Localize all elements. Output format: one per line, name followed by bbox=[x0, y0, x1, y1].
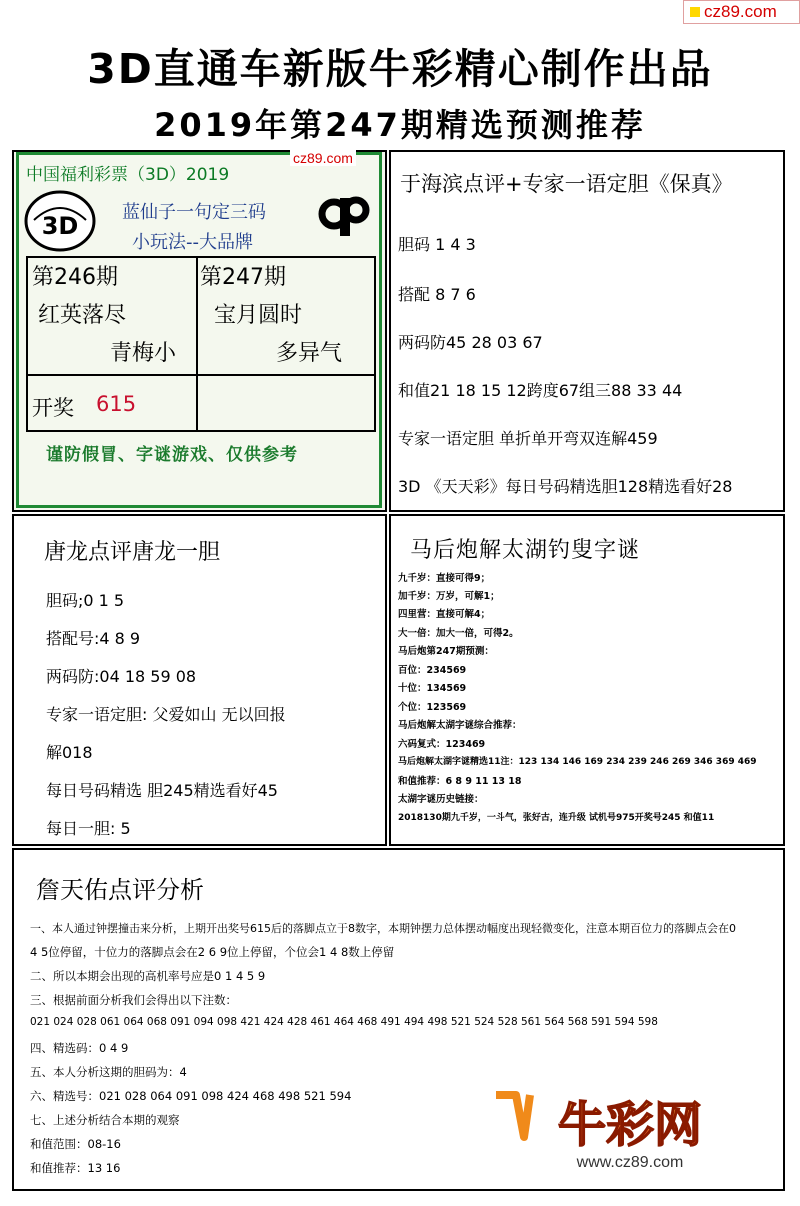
mahoupao-line: 四里营：直接可解4； bbox=[398, 609, 491, 620]
yu-haibin-line: 和值21 18 15 12跨度67组三88 33 44 bbox=[398, 381, 683, 400]
mahoupao-line: 六码复式：123469 bbox=[398, 739, 486, 750]
brand-swoosh-icon bbox=[496, 1095, 530, 1137]
zhan-tianyou-line: 六、精选号：021 028 064 091 098 424 468 498 521 594 bbox=[30, 1089, 352, 1103]
tang-long-line: 搭配号:4 8 9 bbox=[46, 629, 141, 648]
zhan-tianyou-line: 一、本人通过钟摆撞击来分析，上期开出奖号615后的落脚点立于8数字，本期钟摆力总体摆动幅度出现轻微变化，注意本期百位力的落脚点会在0 bbox=[30, 922, 736, 935]
page-subtitle: 2019年第247期精选预测推荐 bbox=[154, 106, 646, 144]
zhan-tianyou-title: 詹天佑点评分析 bbox=[36, 876, 204, 904]
mahoupao-line: 马后炮解太湖字谜综合推荐： bbox=[398, 720, 522, 731]
mahoupao-line: 和值推荐：6 8 9 11 13 18 bbox=[398, 776, 522, 787]
3d-logo-icon bbox=[24, 190, 96, 252]
mahoupao-line: 大一倍：加大一倍，可得2。 bbox=[398, 628, 519, 639]
watermark-square-icon bbox=[690, 7, 700, 17]
mahoupao-line: 马后炮第247期预测： bbox=[398, 646, 494, 657]
zhan-tianyou-line: 三、根据前面分析我们会得出以下注数： bbox=[30, 993, 237, 1007]
page-title: 3D直通车新版牛彩精心制作出品 bbox=[87, 45, 713, 93]
grid-divider-vertical bbox=[196, 258, 198, 430]
tang-long-line: 每日一胆: 5 bbox=[46, 819, 131, 838]
card-disclaimer: 谨防假冒、字谜游戏、仅供参考 bbox=[46, 445, 298, 465]
tang-long-line: 两码防:04 18 59 08 bbox=[46, 667, 197, 686]
yu-haibin-line: 3D 《天天彩》每日号码精选胆128精选看好28 bbox=[398, 477, 733, 496]
brand-url: www.cz89.com bbox=[576, 1154, 684, 1171]
zhan-tianyou-line: 021 024 028 061 064 068 091 094 098 421 424 428 461 464 468 491 494 498 521 524 528 561 564 568 591 594 598 bbox=[30, 1016, 658, 1028]
yu-haibin-line: 专家一语定胆 单折单开弯双连解459 bbox=[398, 429, 658, 448]
tang-long-line: 解018 bbox=[46, 743, 93, 762]
watermark-text: cz89.com bbox=[704, 2, 777, 21]
yu-haibin-line: 搭配 8 7 6 bbox=[398, 285, 476, 304]
tang-long-line: 专家一语定胆: 父爱如山 无以回报 bbox=[46, 705, 286, 724]
zhan-tianyou-line: 七、上述分析结合本期的观察 bbox=[30, 1113, 180, 1127]
draw-label: 开奖 bbox=[32, 396, 74, 420]
mahoupao-line: 2018130期九千岁，一斗气，张好古，连升级 试机号975开奖号245 和值11 bbox=[398, 813, 715, 823]
zhan-tianyou-line: 五、本人分析这期的胆码为：4 bbox=[30, 1065, 187, 1079]
logo-3d-text: 3D bbox=[41, 212, 79, 240]
card-watermark: cz89.com bbox=[290, 150, 356, 166]
draw-number: 615 bbox=[96, 392, 137, 416]
zhan-tianyou-line: 四、精选码：0 4 9 bbox=[30, 1041, 129, 1055]
mahoupao-title: 马后炮解太湖钓叟字谜 bbox=[410, 538, 641, 563]
brand-name: 牛彩网 bbox=[557, 1097, 703, 1153]
mahoupao-line: 马后炮解太湖字谜精选11注：123 134 146 169 234 239 246 269 346 369 469 bbox=[398, 757, 757, 767]
mahoupao-line: 九千岁：直接可得9； bbox=[398, 573, 491, 584]
tang-long-line: 胆码;0 1 5 bbox=[46, 591, 125, 610]
mahoupao-line: 太湖字谜历史链接： bbox=[398, 794, 484, 805]
yu-haibin-line: 胆码 1 4 3 bbox=[398, 235, 476, 254]
tang-long-line: 每日号码精选 胆245精选看好45 bbox=[46, 781, 278, 800]
tang-long-title: 唐龙点评唐龙一胆 bbox=[44, 540, 221, 565]
prev-riddle-line-1: 红英落尽 bbox=[38, 303, 127, 328]
card-slogan-2: 小玩法--大品牌 bbox=[132, 232, 253, 253]
zhan-tianyou-line: 二、所以本期会出现的高机率号应是0 1 4 5 9 bbox=[30, 969, 266, 983]
mahoupao-line: 个位：123569 bbox=[398, 702, 467, 713]
zhan-tianyou-line: 4 5位停留，十位力的落脚点会在2 6 9位上停留，个位会1 4 8数上停留 bbox=[30, 945, 395, 959]
mahoupao-line: 百位：234569 bbox=[398, 665, 467, 676]
cur-riddle-line-2: 多异气 bbox=[276, 341, 343, 366]
card-title: 中国福利彩票（3D）2019 bbox=[26, 165, 230, 185]
mahoupao-line: 加千岁：万岁，可解1； bbox=[398, 591, 500, 602]
niucai-brand-logo bbox=[490, 1075, 740, 1175]
zhan-tianyou-line: 和值推荐：13 16 bbox=[30, 1161, 121, 1175]
grid-divider-horizontal bbox=[28, 374, 374, 376]
welfare-lottery-logo-icon bbox=[316, 192, 372, 236]
prev-riddle-line-2: 青梅小 bbox=[110, 341, 177, 366]
prev-period-label: 第246期 bbox=[32, 265, 118, 290]
yu-haibin-title: 于海滨点评+专家一语定胆《保真》 bbox=[400, 172, 733, 196]
zhan-tianyou-line: 和值范围：08-16 bbox=[30, 1137, 121, 1151]
yu-haibin-line: 两码防45 28 03 67 bbox=[398, 333, 543, 352]
card-slogan-1: 蓝仙子一句定三码 bbox=[122, 202, 266, 223]
cur-period-label: 第247期 bbox=[200, 265, 286, 290]
watermark-badge bbox=[683, 0, 800, 24]
mahoupao-line: 十位：134569 bbox=[398, 683, 467, 694]
cur-riddle-line-1: 宝月圆时 bbox=[214, 303, 303, 328]
